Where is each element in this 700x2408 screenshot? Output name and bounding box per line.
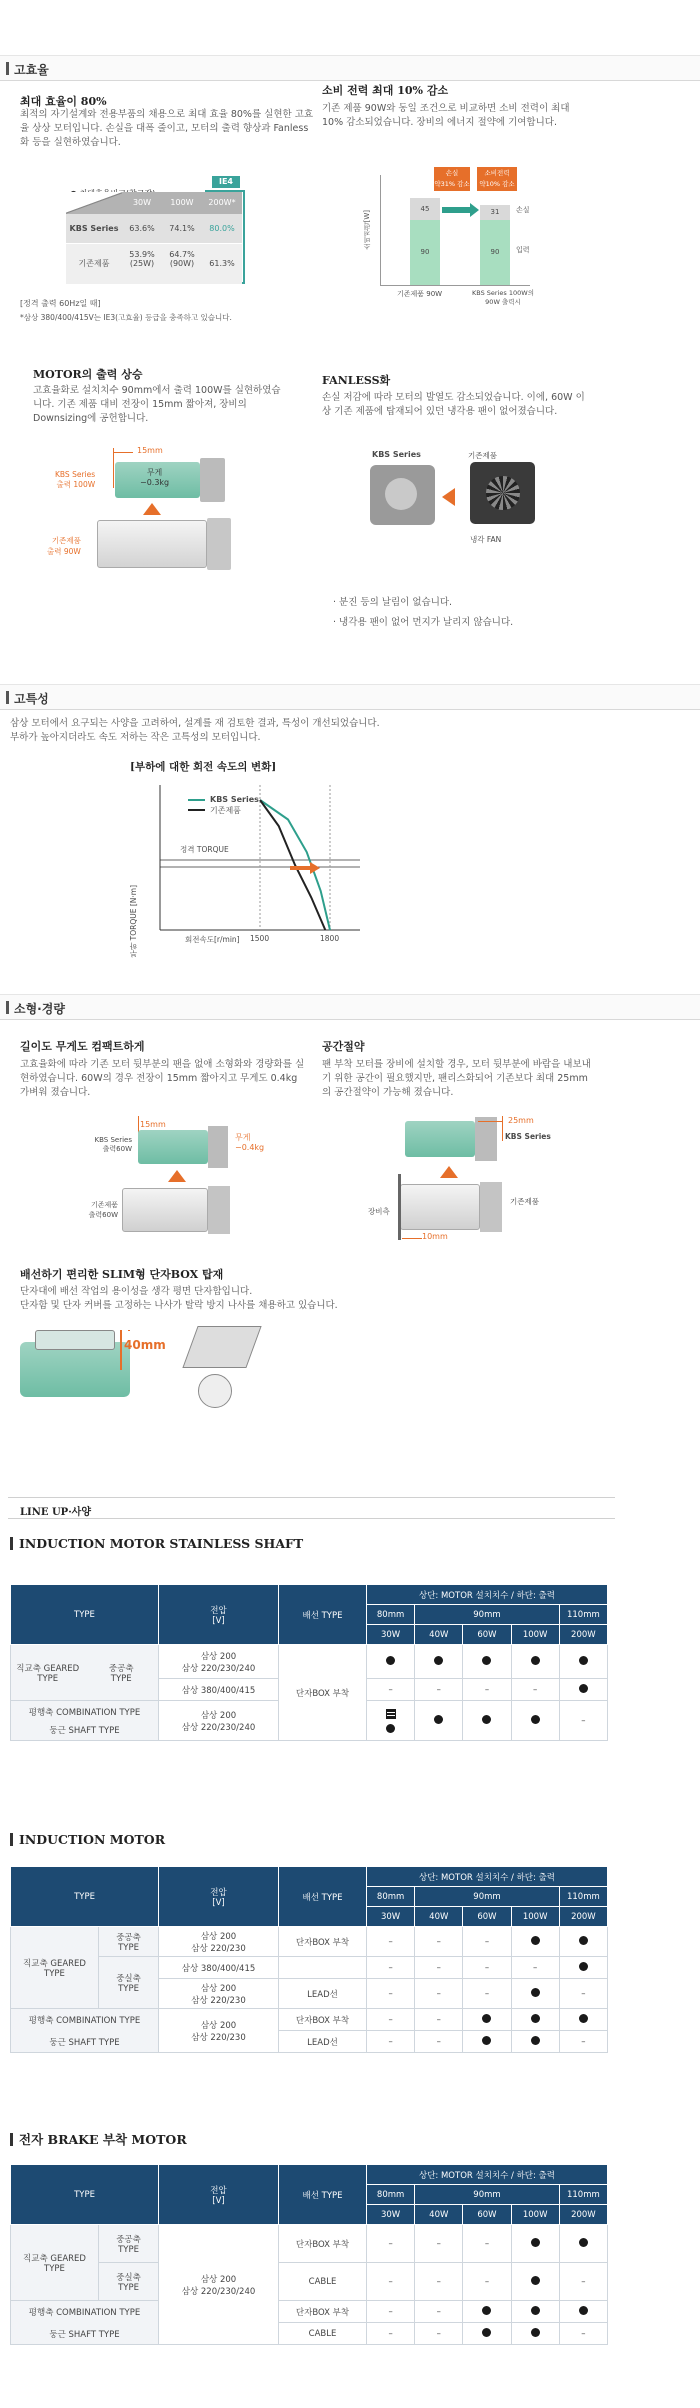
availability-cell: – — [559, 1701, 607, 1741]
availability-cell — [463, 1645, 511, 1679]
td-wire: CABLE — [279, 2263, 367, 2301]
legend-kbs: KBS Series — [210, 795, 259, 804]
section-title: 소형·경량 — [14, 1002, 65, 1016]
td-wire: 단자BOX 부착 — [279, 2301, 367, 2323]
availability-cell — [415, 1701, 463, 1741]
section-header-efficiency — [0, 55, 700, 81]
availability-cell: – — [415, 1679, 463, 1701]
wall — [398, 1174, 401, 1240]
arrow-icon — [442, 207, 472, 213]
availability-cell: – — [559, 1979, 607, 2009]
td-wire: 단자BOX 부착 — [279, 1645, 367, 1741]
dim-40mm: 40mm — [124, 1338, 166, 1352]
availability-cell: – — [463, 1957, 511, 1979]
char-body-1: 삼상 모터에서 요구되는 사양을 고려하여, 설계를 재 검토한 결과, 특성이 개선되었습니다. — [10, 718, 380, 729]
col-30w: 30W — [132, 198, 152, 207]
slim-figure — [20, 1322, 260, 1412]
old-label: 기존제품 출력60W — [88, 1201, 118, 1219]
row-old-label: 기존제품 — [78, 259, 110, 268]
availability-cell: – — [367, 1957, 415, 1979]
td-group2: 평행축 COMBINATION TYPE 둥근 SHAFT TYPE — [11, 1701, 159, 1741]
available-dot-icon — [482, 1715, 491, 1724]
availability-cell — [463, 2031, 511, 2053]
power-chart — [362, 165, 557, 305]
bar2-loss: 31 — [480, 205, 510, 220]
legend-loss: 손실 — [516, 206, 530, 214]
x-label-2: KBS Series 100W의 90W 출력시 — [472, 289, 534, 306]
available-dot-icon — [531, 2328, 540, 2337]
fanless-kbs-label: KBS Series — [372, 450, 421, 459]
availability-cell — [559, 1927, 607, 1957]
row-kbs-label: KBS Series — [69, 224, 119, 233]
kbs-label: KBS Series 출력60W — [94, 1136, 132, 1153]
old-label: 기존제품 출력 90W — [47, 536, 81, 556]
available-dot-icon — [579, 1684, 588, 1693]
td-wire: LEAD선 — [279, 1979, 367, 2009]
th-200w: 200W — [559, 2205, 607, 2225]
th-80: 80mm — [367, 2185, 415, 2205]
space-title: 공간절약 — [322, 1040, 365, 1053]
available-dot-icon — [531, 1988, 540, 1997]
availability-cell: – — [367, 2301, 415, 2323]
char-body-2: 부하가 높아지더라도 속도 저하는 작은 고특성의 모터입니다. — [10, 732, 261, 743]
compare-arrow-icon — [442, 488, 455, 506]
eff-title: 최대 효율이 80% — [20, 95, 107, 108]
td-volt: 삼상 200 삼상 220/230/240 — [159, 2225, 279, 2345]
bar1-out: 90 — [410, 220, 440, 285]
available-dot-icon — [579, 1656, 588, 1665]
th-volt: 전압 [V] — [159, 2165, 279, 2225]
motor-body: 고효율화로 설치치수 90mm에서 출력 100W를 실현하였습니다. 기존 제품 대비 전장이 15mm 짧아져, 장비의 Downsizing에 공헌합니다. — [33, 385, 281, 424]
table3-title: 전자 BRAKE 부착 MOTOR — [10, 2130, 187, 2148]
cell: 64.7% (90W) — [169, 250, 195, 268]
th-110: 110mm — [559, 2185, 607, 2205]
x-tick-1500: 1500 — [250, 934, 270, 943]
th-90: 90mm — [415, 1887, 560, 1907]
space-figure — [360, 1116, 570, 1246]
bar2-out: 90 — [480, 220, 510, 285]
th-40w: 40W — [415, 1907, 463, 1927]
td-wire: CABLE — [279, 2323, 367, 2345]
th-wiring: 배선 TYPE — [279, 2165, 367, 2225]
availability-cell — [559, 1645, 607, 1679]
space-body: 팬 부착 모터를 장비에 설치할 경우, 모터 뒷부분에 바람을 내보내기 위한 공간이 필요했지만, 팬리스화되어 기존보다 최대 25mm의 공간절약이 가능해 졌습니다. — [322, 1059, 591, 1098]
availability-cell: – — [367, 2263, 415, 2301]
available-dot-icon — [386, 1656, 395, 1665]
lineup-title: LINE UP·사양 — [20, 1507, 91, 1518]
th-80: 80mm — [367, 1605, 415, 1625]
td-volt: 삼상 200 삼상 220/230 — [159, 1979, 279, 2009]
td-volt: 삼상 380/400/415 — [159, 1957, 279, 1979]
slim-body-1: 단자대에 배선 작업의 용이성을 생각 평면 단자합입니다. — [20, 1286, 253, 1297]
td-volt: 삼상 380/400/415 — [159, 1679, 279, 1701]
availability-cell — [511, 1701, 559, 1741]
availability-cell — [511, 2323, 559, 2345]
legend-out: 입력 — [516, 246, 530, 254]
available-dot-icon — [531, 2238, 540, 2247]
th-30w: 30W — [367, 1907, 415, 1927]
motor-output-figure — [47, 440, 275, 580]
availability-cell: – — [415, 1927, 463, 1957]
table2-title: INDUCTION MOTOR — [10, 1832, 165, 1847]
availability-cell — [511, 1927, 559, 1957]
table1-title: INDUCTION MOTOR STAINLESS SHAFT — [10, 1536, 303, 1551]
series-old — [260, 800, 325, 930]
section-header-compact — [0, 994, 700, 1020]
availability-cell: – — [463, 2225, 511, 2263]
availability-cell: – — [415, 2225, 463, 2263]
td-wire: 단자BOX 부착 — [279, 2225, 367, 2263]
dim-25mm: 25mm — [508, 1116, 534, 1125]
availability-cell: – — [559, 2323, 607, 2345]
available-dot-icon — [531, 2036, 540, 2045]
cell: 80.0% — [209, 224, 235, 233]
available-dot-icon — [531, 1656, 540, 1665]
square-icon — [386, 1709, 396, 1719]
td-volt: 삼상 200 삼상 220/230/240 — [159, 1645, 279, 1679]
availability-cell — [463, 2323, 511, 2345]
availability-cell — [559, 1679, 607, 1701]
th-60w: 60W — [463, 2205, 511, 2225]
td-group1: 직교축 GEARED TYPE — [11, 1927, 99, 2009]
y-label: 부하 TORQUE [N·m] — [129, 885, 138, 958]
power-title: 소비 전력 최대 10% 감소 — [322, 84, 449, 97]
eff-note-1: [정격 출력 60Hz일 때] — [20, 299, 101, 308]
th-200w: 200W — [559, 1625, 607, 1645]
bullet-2: · 냉각용 팬이 없어 먼지가 날리지 않습니다. — [333, 617, 514, 628]
availability-cell: – — [367, 2323, 415, 2345]
spec-table-1 — [10, 1584, 608, 1741]
section-title: 고효율 — [14, 63, 49, 77]
available-dot-icon — [531, 2306, 540, 2315]
available-dot-icon — [434, 1656, 443, 1665]
slim-body-2: 단자함 및 단자 커버를 고정하는 나사가 탈락 방지 나사를 채용하고 있습니다. — [20, 1300, 338, 1311]
power-ylabel: 소비전력[W] — [363, 210, 371, 251]
arrow-head-icon — [470, 203, 479, 217]
rated-label: 정격 TORQUE — [180, 845, 229, 854]
th-size: 상단: MOTOR 설치치수 / 하단: 출력 — [367, 1585, 608, 1605]
fan-label: 냉각 FAN — [470, 535, 502, 544]
available-dot-icon — [482, 2306, 491, 2315]
up-arrow-icon — [440, 1166, 458, 1178]
availability-cell: – — [367, 2009, 415, 2031]
available-dot-icon — [531, 2014, 540, 2023]
th-90: 90mm — [415, 1605, 560, 1625]
bullet-1: · 분진 등의 날림이 없습니다. — [333, 597, 453, 608]
availability-cell: – — [463, 1979, 511, 2009]
kbs-label: KBS Series 출력 100W — [55, 470, 96, 489]
td-wire: 단자BOX 부착 — [279, 1927, 367, 1957]
availability-cell: – — [367, 2225, 415, 2263]
availability-cell: – — [367, 1679, 415, 1701]
th-size: 상단: MOTOR 설치치수 / 하단: 출력 — [367, 1867, 608, 1887]
available-dot-icon — [386, 1724, 395, 1733]
available-dot-icon — [579, 1936, 588, 1945]
slim-title: 배선하기 편리한 SLIM형 단자BOX 탑재 — [20, 1268, 224, 1281]
th-100w: 100W — [511, 1907, 559, 1927]
col-100w: 100W — [170, 198, 194, 207]
available-dot-icon — [482, 2328, 491, 2337]
available-dot-icon — [579, 2238, 588, 2247]
availability-cell: – — [415, 2031, 463, 2053]
td-sub-b: 중실축 TYPE — [99, 2263, 159, 2301]
availability-cell: – — [415, 2009, 463, 2031]
availability-cell: – — [415, 1957, 463, 1979]
x-label-1: 기존제품 90W — [397, 290, 443, 298]
availability-cell — [559, 2009, 607, 2031]
th-type: TYPE — [11, 1585, 159, 1645]
availability-cell — [463, 2009, 511, 2031]
th-100w: 100W — [511, 2205, 559, 2225]
up-arrow-icon — [168, 1170, 186, 1182]
th-60w: 60W — [463, 1625, 511, 1645]
availability-cell — [511, 2263, 559, 2301]
th-type: TYPE — [11, 1867, 159, 1927]
td-sub-b: 중실축 TYPE — [99, 1957, 159, 2009]
availability-cell: – — [367, 1979, 415, 2009]
x-label: 회전속도[r/min] — [185, 935, 240, 944]
td-group2: 평행축 COMBINATION TYPE 둥근 SHAFT TYPE — [11, 2301, 159, 2345]
availability-cell: – — [559, 2263, 607, 2301]
old-label: 기존제품 — [510, 1197, 539, 1206]
availability-cell — [511, 2009, 559, 2031]
lineup-bar — [8, 1497, 615, 1519]
availability-cell: – — [463, 1679, 511, 1701]
dim-15mm: 15mm — [140, 1120, 166, 1129]
availability-cell — [559, 2301, 607, 2323]
callout-power: 소비전력 약10% 감소 — [477, 167, 517, 191]
td-wire: 단자BOX 부착 — [279, 2009, 367, 2031]
availability-cell — [511, 2301, 559, 2323]
efficiency-table — [66, 192, 242, 284]
td-wire: LEAD선 — [279, 2031, 367, 2053]
availability-cell — [367, 1645, 415, 1679]
td-group2: 평행축 COMBINATION TYPE 둥근 SHAFT TYPE — [11, 2009, 159, 2053]
power-body: 기존 제품 90W와 동일 조건으로 비교하면 소비 전력이 최대 10% 감소되었습니다. 장비의 에너지 절약에 기여합니다. — [322, 103, 570, 128]
legend-old: 기존제품 — [210, 806, 241, 815]
availability-cell — [511, 1979, 559, 2009]
th-30w: 30W — [367, 2205, 415, 2225]
td-volt: 삼상 200 삼상 220/230 — [159, 1927, 279, 1957]
col-200w: 200W* — [208, 198, 236, 207]
screw-detail — [198, 1374, 232, 1408]
fanless-figure — [360, 450, 560, 550]
fanless-body: 손실 저감에 따라 모터의 발열도 감소되었습니다. 이에, 60W 이상 기존 제품에 탑재되어 있던 냉각용 팬이 없어졌습니다. — [322, 392, 585, 417]
availability-cell — [559, 1957, 607, 1979]
callout-loss: 손실 약31% 감소 — [434, 167, 470, 191]
availability-cell — [415, 1645, 463, 1679]
availability-cell — [511, 2031, 559, 2053]
available-dot-icon — [531, 2276, 540, 2285]
th-200w: 200W — [559, 1907, 607, 1927]
section-header-characteristics — [0, 684, 700, 710]
th-110: 110mm — [559, 1605, 607, 1625]
availability-cell — [463, 2301, 511, 2323]
available-dot-icon — [434, 1715, 443, 1724]
th-60w: 60W — [463, 1907, 511, 1927]
spec-table-3 — [10, 2164, 608, 2345]
chart-title: [부하에 대한 회전 속도의 변화] — [130, 761, 277, 773]
availability-cell: – — [511, 1679, 559, 1701]
th-volt: 전압 [V] — [159, 1867, 279, 1927]
ie4-badge: IE4 — [212, 176, 240, 188]
th-volt: 전압 [V] — [159, 1585, 279, 1645]
weight-label: 무게 −0.3kg — [140, 468, 170, 487]
td-volt: 삼상 200 삼상 220/230 — [159, 2009, 279, 2053]
available-dot-icon — [579, 2014, 588, 2023]
th-40w: 40W — [415, 1625, 463, 1645]
x-tick-1800: 1800 — [320, 934, 340, 943]
th-110: 110mm — [559, 1887, 607, 1907]
eff-note-2: *삼상 380/400/415V는 IE3(고효율) 등급을 충족하고 있습니다. — [20, 313, 232, 322]
availability-cell: – — [559, 2031, 607, 2053]
th-wiring: 배선 TYPE — [279, 1585, 367, 1645]
dim-10mm: 10mm — [422, 1232, 448, 1241]
availability-cell — [511, 2225, 559, 2263]
fan-icon — [486, 476, 520, 510]
availability-cell — [463, 1701, 511, 1741]
td-volt: 삼상 200 삼상 220/230/240 — [159, 1701, 279, 1741]
dim-15mm: 15mm — [137, 446, 163, 455]
availability-cell: – — [415, 2263, 463, 2301]
available-dot-icon — [579, 2306, 588, 2315]
availability-cell — [511, 1645, 559, 1679]
cell: 63.6% — [129, 224, 155, 233]
fanless-title: FANLESS화 — [322, 374, 391, 387]
speed-torque-chart — [130, 780, 370, 960]
availability-cell: – — [463, 2263, 511, 2301]
td-group1: 직교축 GEARED TYPE — [11, 2225, 99, 2301]
availability-cell: – — [415, 1979, 463, 2009]
th-size: 상단: MOTOR 설치치수 / 하단: 출력 — [367, 2165, 608, 2185]
terminal-box — [182, 1326, 261, 1368]
spec-table-2 — [10, 1866, 608, 2053]
available-dot-icon — [579, 1962, 588, 1971]
availability-cell: – — [415, 2301, 463, 2323]
th-type: TYPE — [11, 2165, 159, 2225]
cell: 61.3% — [209, 259, 235, 268]
fanless-old-label: 기존제품 — [468, 451, 497, 460]
availability-cell: – — [415, 2323, 463, 2345]
th-40w: 40W — [415, 2205, 463, 2225]
available-dot-icon — [531, 1715, 540, 1724]
td-sub-a: 중공축 TYPE — [99, 2225, 159, 2263]
up-arrow-icon — [143, 503, 161, 515]
weight-label: 무게 −0.4kg — [235, 1133, 265, 1152]
eff-body: 최적의 자기설계와 전용부품의 채용으로 최대 효율 80%를 실현한 고효율 상상 모터입니다. 손실을 대폭 줄이고, 모터의 출력 향상과 Fanless화 등을 실현하였습니다. — [20, 109, 314, 148]
availability-cell: – — [367, 2031, 415, 2053]
td-group1: 직교축 GEARED TYPE 중공축 TYPE — [11, 1645, 159, 1701]
th-wiring: 배선 TYPE — [279, 1867, 367, 1927]
available-dot-icon — [531, 1936, 540, 1945]
available-dot-icon — [482, 2014, 491, 2023]
cell: 53.9% (25W) — [129, 250, 155, 268]
cell: 74.1% — [169, 224, 195, 233]
td-sub-a: 중공축 TYPE — [99, 1927, 159, 1957]
compact-body: 고효율화에 따라 기존 모터 뒷부분의 팬을 없애 소형화와 경량화를 실현하였습니다. 60W의 경우 전장이 15mm 짧아지고 무게도 0.4kg 가벼워 졌습니다. — [20, 1059, 305, 1098]
bar1-loss: 45 — [410, 198, 440, 220]
compact-figure — [70, 1116, 270, 1236]
availability-cell: – — [511, 1957, 559, 1979]
th-80: 80mm — [367, 1887, 415, 1907]
available-dot-icon — [482, 1656, 491, 1665]
motor-title: MOTOR의 출력 상승 — [33, 368, 143, 381]
availability-cell: – — [367, 1927, 415, 1957]
availability-cell — [367, 1701, 415, 1741]
th-100w: 100W — [511, 1625, 559, 1645]
th-90: 90mm — [415, 2185, 560, 2205]
section-title: 고특성 — [14, 692, 49, 706]
availability-cell: – — [463, 1927, 511, 1957]
th-30w: 30W — [367, 1625, 415, 1645]
wall-label: 장비측 — [368, 1207, 390, 1216]
availability-cell — [559, 2225, 607, 2263]
kbs-label: KBS Series — [505, 1132, 551, 1141]
compact-title: 길이도 무게도 컴팩트하게 — [20, 1040, 145, 1053]
available-dot-icon — [482, 2036, 491, 2045]
